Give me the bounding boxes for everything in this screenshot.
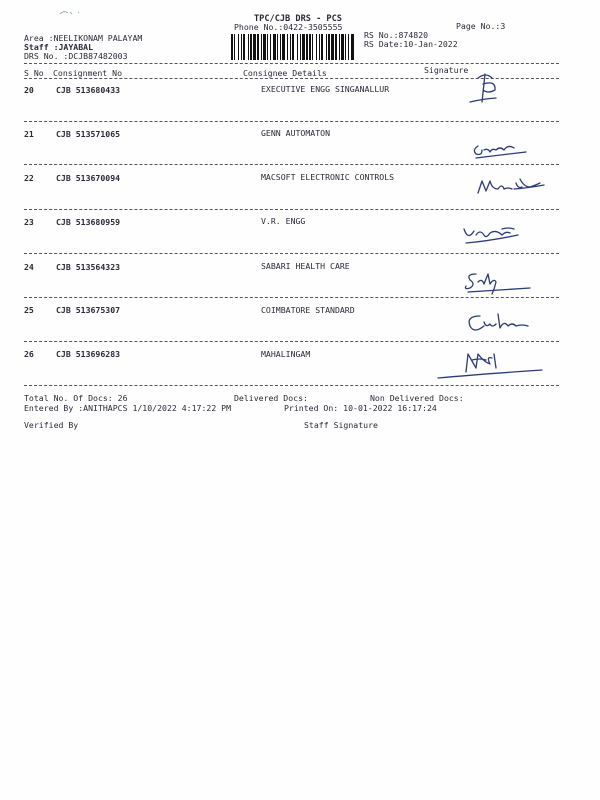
table-row-consignee: MACSOFT ELECTRONIC CONTROLS: [261, 172, 395, 182]
row-divider: [24, 341, 559, 342]
total-docs: Total No. Of Docs: 26: [24, 393, 128, 403]
rs-date: RS Date:10-Jan-2022: [364, 39, 458, 49]
row-divider: [24, 164, 559, 165]
column-signature: Signature: [424, 65, 469, 75]
table-row-consignee: GENN AUTOMATON: [261, 128, 331, 138]
table-row-sno: 22: [24, 173, 34, 183]
area-label: Area :NEELIKONAM PALAYAM: [24, 33, 143, 43]
column-consignee: Consignee Details: [243, 68, 327, 78]
table-row-consignment: CJB 513675307: [56, 305, 121, 315]
phone-number: Phone No.:0422-3505555: [234, 22, 343, 32]
staff-signature-label: Staff Signature: [304, 420, 378, 430]
table-row-consignee: EXECUTIVE ENGG SINGANALLUR: [261, 84, 390, 94]
row-divider: [24, 121, 559, 122]
table-row-consignee: MAHALINGAM: [261, 349, 311, 359]
delivered-docs: Delivered Docs:: [234, 393, 308, 403]
table-row-consignment: CJB 513680959: [56, 217, 121, 227]
rs-number: RS No.:874820: [364, 30, 429, 40]
entered-by: Entered By :ANITHAPCS 1/10/2022 4:17:22 PM: [24, 403, 232, 413]
signature-24: [460, 268, 536, 298]
signature-22: [474, 175, 548, 199]
table-row-sno: 24: [24, 262, 34, 272]
table-row-consignment: CJB 513680433: [56, 85, 121, 95]
table-row-sno: 20: [24, 85, 34, 95]
table-row-consignee: COIMBATORE STANDARD: [261, 305, 355, 315]
signature-25: [462, 310, 538, 338]
drs-number: DRS No. :DCJB87482003: [24, 51, 128, 61]
table-row-consignment: CJB 513696283: [56, 349, 121, 359]
page-number: Page No.:3: [456, 21, 506, 31]
table-row-sno: 26: [24, 349, 34, 359]
table-bottom-divider: [24, 385, 559, 386]
column-sno: S No: [24, 68, 44, 78]
table-row-consignment: CJB 513564323: [56, 262, 121, 272]
staff-label: Staff :JAYABAL: [24, 42, 94, 52]
row-divider: [24, 253, 559, 254]
table-row-sno: 23: [24, 217, 34, 227]
header-divider: [24, 63, 559, 64]
table-row-sno: 21: [24, 129, 34, 139]
table-row-consignment: CJB 513670094: [56, 173, 121, 183]
signature-23: [458, 223, 528, 249]
barcode-icon: [231, 34, 355, 60]
report-title: TPC/CJB DRS - PCS: [254, 14, 342, 24]
signature-21: [470, 138, 534, 162]
table-row-consignee: V.R. ENGG: [261, 216, 306, 226]
printed-on: Printed On: 10-01-2022 16:17:24: [284, 403, 437, 413]
non-delivered-docs: Non Delivered Docs:: [370, 393, 464, 403]
signature-26: [432, 348, 552, 382]
table-row-sno: 25: [24, 305, 34, 315]
scan-mark-icon: [58, 8, 82, 18]
table-row-consignee: SABARI HEALTH CARE: [261, 261, 350, 271]
row-divider: [24, 209, 559, 210]
column-consignment: Consignment No: [53, 68, 123, 78]
verified-by: Verified By: [24, 420, 79, 430]
signature-20: [462, 68, 512, 108]
table-row-consignment: CJB 513571065: [56, 129, 121, 139]
